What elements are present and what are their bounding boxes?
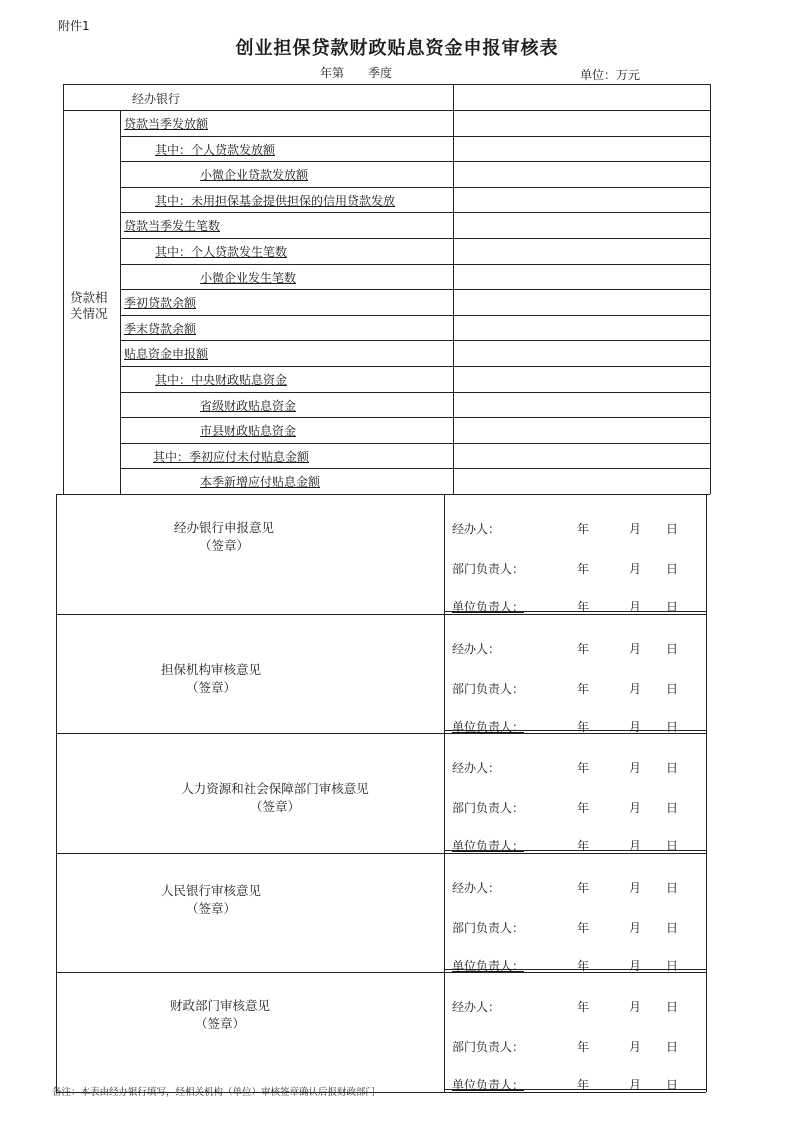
signer-2-section-4: 部门负责人： [452,920,525,935]
date-day: 日 [666,600,679,614]
signer-3-section-5: 单位负责人： [452,1078,525,1093]
row-line-2 [120,161,710,162]
date-year: 年 [577,920,590,935]
section-seal-5: （签章） [194,1016,245,1032]
row-line-12 [120,417,710,418]
row-line-9 [120,340,710,341]
row-line-4 [120,212,710,213]
bank-row-bottom [63,110,710,111]
row-label-6: 其中：个人贷款发生笔数 [155,245,288,259]
row-label-14: 其中：季初应付未付贴息金额 [153,449,310,464]
date-day: 日 [666,641,679,656]
signer-2-section-5: 部门负责人： [452,1040,525,1055]
section-seal-3: （签章） [249,799,300,815]
signer-2-section-2: 部门负责人： [452,681,525,696]
date-year: 年 [577,562,590,576]
signer-baseline-2 [444,730,706,731]
date-day: 日 [666,522,679,536]
date-month: 月 [629,1000,642,1015]
section-top-line-2 [56,614,706,615]
signer-3-section-2: 单位负责人： [452,719,525,734]
group-label-line1: 贷款相 [70,290,108,305]
date-month: 月 [629,1040,642,1055]
date-day: 日 [666,681,679,696]
section-top-line-5 [56,972,706,973]
row-line-8 [120,315,710,316]
date-month: 月 [629,761,642,776]
form-title: 创业担保贷款财政贴息资金申报审核表 [235,38,559,59]
date-year: 年 [577,958,590,973]
table-top-border [63,84,710,85]
row-label-2: 其中：个人贷款发放额 [155,142,276,157]
date-month: 月 [629,600,642,614]
row-line-5 [120,238,710,239]
annex-label: 附件1 [58,19,90,33]
signer-column-border [444,494,445,1092]
date-month: 月 [629,562,642,576]
row-label-1: 贷款当季发放额 [124,117,209,131]
date-year: 年 [577,1000,590,1015]
date-day: 日 [666,1040,679,1055]
date-day: 日 [666,761,679,776]
row-line-6 [120,264,710,265]
date-year: 年 [577,1040,590,1055]
unit-label: 单位：万元 [580,68,641,82]
row-line-1 [120,136,710,137]
signer-1-section-3: 经办人： [452,761,501,776]
date-day: 日 [666,1000,679,1015]
date-year: 年 [577,761,590,776]
row-line-11 [120,392,710,393]
row-label-11: 其中：中央财政贴息资金 [155,373,288,387]
group-label-line2: 关情况 [70,306,108,321]
section-top-line-3 [56,733,706,734]
signer-1-section-1: 经办人： [452,522,501,536]
row-label-10: 贴息资金申报额 [124,347,209,362]
row-line-7 [120,289,710,290]
date-month: 月 [629,958,642,973]
section-title-2: 担保机构审核意见 [160,661,261,677]
row-label-13: 市县财政贴息资金 [200,424,297,439]
date-year: 年 [577,719,590,734]
date-year: 年 [577,880,590,895]
footnote: 备注：本表由经办银行填写，经相关机构（单位）审核签章确认后报财政部门 [52,1087,376,1098]
row-line-13 [120,443,710,444]
date-month: 月 [629,920,642,935]
date-year: 年 [577,641,590,656]
date-month: 月 [629,641,642,656]
date-day: 日 [666,839,679,854]
table-right-border [710,84,711,494]
date-day: 日 [666,801,679,816]
date-year: 年 [577,839,590,854]
date-month: 月 [629,801,642,816]
row-label-9: 季末贷款余额 [124,321,197,336]
sections-right-border [706,494,707,1092]
row-line-10 [120,366,710,367]
date-day: 日 [666,1078,679,1093]
sections-left-border [56,494,57,1092]
date-year: 年 [577,801,590,816]
date-day: 日 [666,920,679,935]
date-month: 月 [629,719,642,734]
signer-3-section-1: 单位负责人： [452,600,525,614]
row-label-3: 小微企业贷款发放额 [200,168,309,183]
section-top-line-4 [56,853,706,854]
section-title-3: 人力资源和社会保障部门审核意见 [181,781,369,797]
row-label-4: 其中：未用担保基金提供担保的信用贷款发放 [155,193,396,208]
section-top-line-1 [56,494,706,495]
date-year: 年 [577,522,590,536]
section-seal-4: （签章） [185,900,236,916]
section-title-5: 财政部门审核意见 [169,998,270,1014]
date-month: 月 [629,839,642,854]
signer-3-section-4: 单位负责人： [452,958,525,973]
signer-baseline-3 [444,850,706,851]
date-day: 日 [666,719,679,734]
section-seal-2: （签章） [185,679,236,695]
period-label: 年第 季度 [320,66,393,80]
date-year: 年 [577,681,590,696]
date-day: 日 [666,880,679,895]
date-month: 月 [629,522,642,536]
date-month: 月 [629,1078,642,1093]
row-label-7: 小微企业发生笔数 [200,270,297,285]
signer-baseline-1 [444,611,706,612]
signer-1-section-4: 经办人： [452,880,501,895]
row-label-8: 季初贷款余额 [124,296,197,311]
date-month: 月 [629,880,642,895]
row-label-5: 贷款当季发生笔数 [124,219,221,234]
date-year: 年 [577,1078,590,1093]
row-label-12: 省级财政贴息资金 [200,398,297,413]
bank-label: 经办银行 [132,92,181,106]
date-day: 日 [666,562,679,576]
signer-2-section-3: 部门负责人： [452,801,525,816]
row-line-14 [120,468,710,469]
row-label-15: 本季新增应付贴息金额 [200,475,321,490]
row-line-3 [120,187,710,188]
signer-1-section-2: 经办人： [452,641,501,656]
date-day: 日 [666,958,679,973]
date-year: 年 [577,600,590,614]
date-month: 月 [629,681,642,696]
signer-baseline-4 [444,969,706,970]
signer-baseline-5 [444,1089,706,1090]
group-column-border [120,110,121,494]
section-title-1: 经办银行申报意见 [173,520,274,535]
section-seal-1: （签章） [198,538,249,553]
signer-1-section-5: 经办人： [452,1000,501,1015]
signer-2-section-1: 部门负责人： [452,562,525,576]
table-left-border [63,84,64,494]
section-title-4: 人民银行审核意见 [160,882,261,898]
signer-3-section-3: 单位负责人： [452,839,525,854]
